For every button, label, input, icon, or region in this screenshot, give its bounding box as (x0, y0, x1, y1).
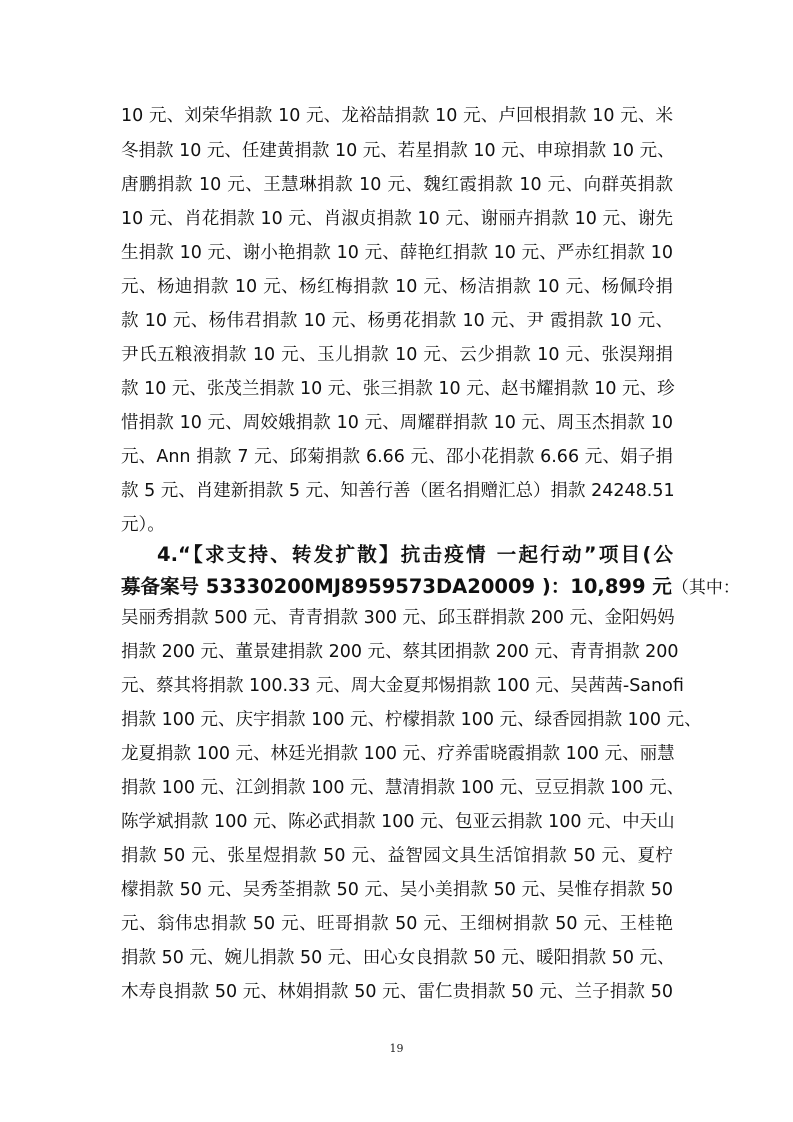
section-heading-note: （其中： (671, 578, 740, 598)
text-line: 檬捐款 50 元、吴秀荃捐款 50 元、吴小美捐款 50 元、吴惟存捐款 50 (121, 880, 673, 900)
section-heading-text: 募备案号 53330200MJ8959573DA20009 )：10,899 元 (121, 575, 672, 598)
text-line: 元、翁伟忠捐款 50 元、旺哥捐款 50 元、王细树捐款 50 元、王桂艳 (121, 914, 673, 934)
text-line: 元）。 (121, 515, 165, 535)
text-line: 捐款 200 元、董景建捐款 200 元、蔡其团捐款 200 元、青青捐款 200 (121, 642, 679, 662)
text-line: 10 元、肖花捐款 10 元、肖淑贞捐款 10 元、谢丽卉捐款 10 元、谢先 (121, 209, 673, 229)
text-line: 元、蔡其将捐款 100.33 元、周大金夏邦惕捐款 100 元、吴茜茜-Sanofi (121, 676, 684, 696)
text-line: 陈学斌捐款 100 元、陈必武捐款 100 元、包亚云捐款 100 元、中天山 (121, 812, 675, 832)
section-heading-continued (121, 572, 740, 602)
text-line: 尹氏五粮液捐款 10 元、玉儿捐款 10 元、云少捐款 10 元、张淏翔捐 (121, 345, 673, 365)
text-line: 捐款 50 元、张星煜捐款 50 元、益智园文具生活馆捐款 50 元、夏柠 (121, 846, 673, 866)
text-line: 捐款 50 元、婉儿捐款 50 元、田心女良捐款 50 元、暖阳捐款 50 元、 (121, 948, 675, 968)
page-number: 19 (389, 1042, 404, 1055)
text-line: 元、Ann 捐款 7 元、邱菊捐款 6.66 元、邵小花捐款 6.66 元、娟子捐 (121, 447, 673, 467)
text-line: 款 10 元、杨伟君捐款 10 元、杨勇花捐款 10 元、尹 霞捐款 10 元、 (121, 311, 673, 331)
text-line: 木寿良捐款 50 元、林娟捐款 50 元、雷仁贵捐款 50 元、兰子捐款 50 (121, 982, 673, 1002)
text-line: 吴丽秀捐款 500 元、青青捐款 300 元、邱玉群捐款 200 元、金阳妈妈 (121, 608, 675, 628)
text-line: 冬捐款 10 元、任建黄捐款 10 元、若星捐款 10 元、申琼捐款 10 元、 (121, 141, 675, 161)
text-line: 捐款 100 元、庆宇捐款 100 元、柠檬捐款 100 元、绿香园捐款 100 元、 (121, 710, 702, 730)
text-line: 款 10 元、张茂兰捐款 10 元、张三捐款 10 元、赵书耀捐款 10 元、珍 (121, 379, 675, 399)
text-line: 款 5 元、肖建新捐款 5 元、知善行善（匿名捐赠汇总）捐款 24248.51 (121, 481, 675, 501)
text-line: 惜捐款 10 元、周姣娥捐款 10 元、周耀群捐款 10 元、周玉杰捐款 10 (121, 413, 673, 433)
text-line: 龙夏捐款 100 元、林廷光捐款 100 元、疗养雷晓霞捐款 100 元、丽慧 (121, 744, 675, 764)
text-line: 生捐款 10 元、谢小艳捐款 10 元、薛艳红捐款 10 元、严赤红捐款 10 (121, 243, 673, 263)
text-line: 10 元、刘荣华捐款 10 元、龙裕喆捐款 10 元、卢回根捐款 10 元、米 (121, 106, 673, 126)
text-line: 唐鹏捐款 10 元、王慧琳捐款 10 元、魏红霞捐款 10 元、向群英捐款 (121, 175, 673, 195)
text-line: 捐款 100 元、江剑捐款 100 元、慧清捐款 100 元、豆豆捐款 100 元、 (121, 778, 685, 798)
text-line: 元、杨迪捐款 10 元、杨红梅捐款 10 元、杨洁捐款 10 元、杨佩玲捐 (121, 277, 673, 297)
section-heading: 4.“【求支持、转发扩散】抗击疫情 一起行动”项目(公 (157, 543, 673, 566)
